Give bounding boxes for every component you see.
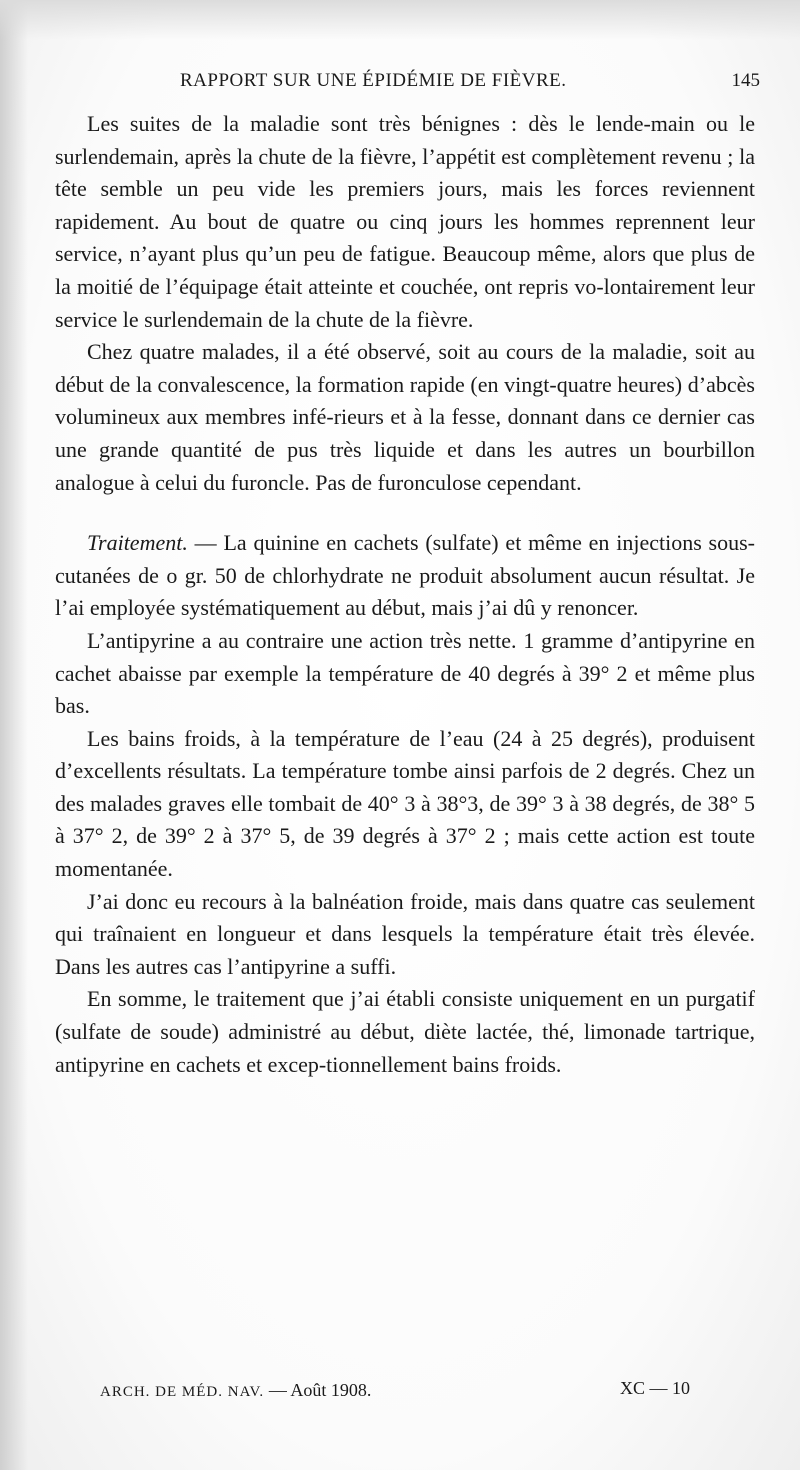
paragraph-balneation: J’ai donc eu recours à la balnéation froide, mais dans quatre cas seulement qui traînaient en longueur et dans lesquels la température était très élevée. Dans les autres cas l’antipyrine a suffi. <box>55 888 755 979</box>
section-gap <box>55 499 755 527</box>
paragraph-abces: Chez quatre malades, il a été observé, soit au cours de la maladie, soit au début de la convalescence, la formation rapide (en vingt-quatre heures) d’abcès volumineux aux membres infé-rieurs et à la fesse, donnant dans ce dernier cas une grande quantité de pus très liquide et dans les autres un bourbillon analogue à celui du furoncle. Pas de furonculose cependant. <box>55 339 755 495</box>
paragraph-en-somme: En somme, le traitement que j’ai établi consiste uniquement en un purgatif (sulfate de soude) administré au début, diète lactée, thé, limonade tartrique, antipyrine en cachets et excep-tionnellement bains froids. <box>55 986 755 1077</box>
journal-date: — Août 1908. <box>268 1380 372 1400</box>
signature-mark: XC — 10 <box>619 1378 690 1398</box>
section-heading-traitement: Traitement. <box>87 530 188 556</box>
paragraph-suites: Les suites de la maladie sont très bénignes : dès le lende-main ou le surlendemain, après la chute de la fièvre, l’appétit est complètement revenu ; la tête semble un peu vide les premiers jours, mais les forces reviennent rapidement. Au bout de quatre ou cinq jours les hommes reprennent leur service, n’ayant plus qu’un peu de fatigue. Beaucoup même, alors que plus de la moitié de l’équipage était atteinte et couchée, ont repris vo-lontairement leur service le surlendemain de la chute de la fièvre. <box>55 111 755 332</box>
body-text <box>55 108 755 1081</box>
page-top-shadow <box>0 0 800 40</box>
running-header <box>60 70 760 98</box>
page-edge-shadow <box>0 0 28 1470</box>
paragraph-bains-froids: Les bains froids, à la température de l’eau (24 à 25 degrés), produisent d’excellents résultats. La température tombe ainsi parfois de 2 degrés. Chez un des malades graves elle tombait de 40° 3 à 38°3, de 39° 3 à 38 degrés, de 38° 5 à 37° 2, de 39° 2 à 37° 5, de 39 degrés à 37° 2 ; mais cette action est toute momentanée. <box>55 725 755 882</box>
footer-journal <box>100 1380 371 1401</box>
footer <box>100 1378 720 1406</box>
paragraph-traitement <box>55 527 755 625</box>
paragraph-antipyrine: L’antipyrine a au contraire une action très nette. 1 gramme d’antipyrine en cachet abaisse par exemple la température de 40 degrés à 39° 2 et même plus bas. <box>55 627 755 719</box>
traitement-text: — La quinine en cachets (sulfate) et même en injections sous-cutanées de o gr. 50 de chlorhydrate ne produit absolument aucun résultat. Je l’ai employée systématiquement au début, mais j’ai dû y renoncer. <box>55 530 756 621</box>
running-title: RAPPORT SUR UNE ÉPIDÉMIE DE FIÈVRE. <box>180 70 567 91</box>
page-number: 145 <box>731 70 760 91</box>
journal-name: ARCH. DE MÉD. NAV. <box>100 1384 265 1400</box>
